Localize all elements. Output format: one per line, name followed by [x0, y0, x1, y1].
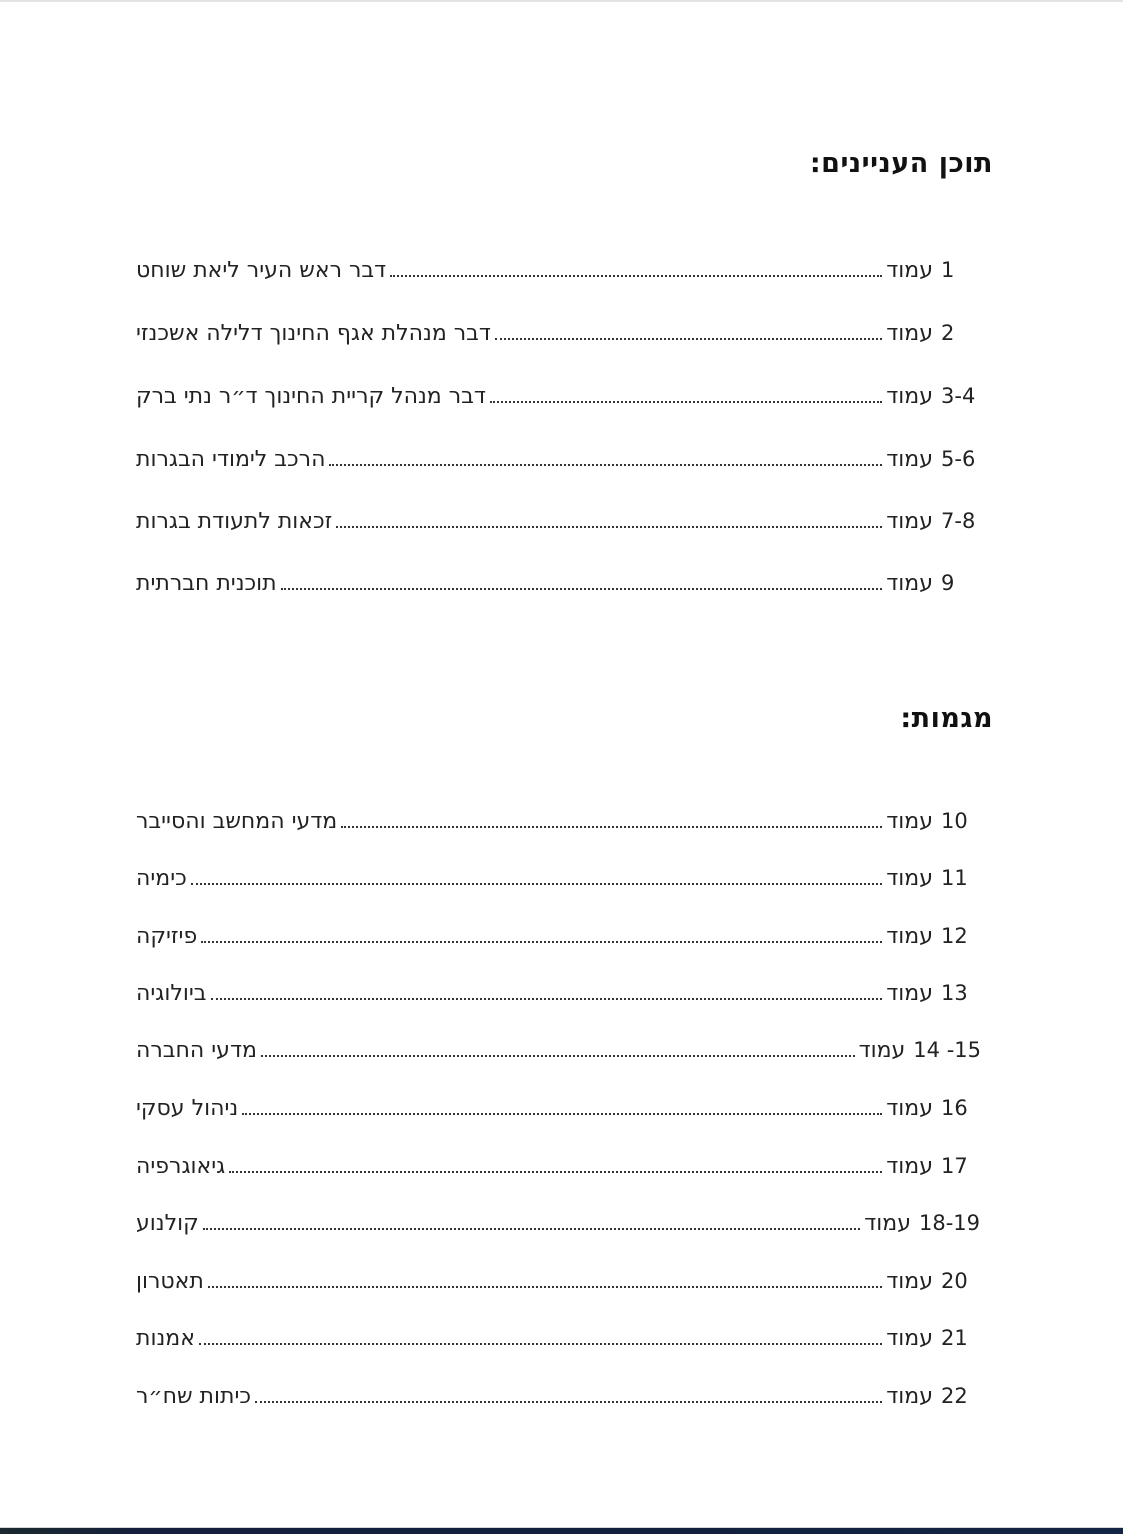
toc-entry-title: תוכנית חברתית: [136, 571, 277, 596]
page-label: עמוד: [858, 1038, 906, 1063]
dot-leader: [229, 1171, 882, 1173]
page-number: 13: [941, 981, 968, 1005]
dot-leader: [199, 1343, 882, 1345]
page-number: 14 -15: [913, 1038, 981, 1062]
page-label: עמוד: [886, 1326, 933, 1351]
major-entry-title: כימיה: [136, 866, 187, 891]
toc-entry-title: דבר מנהלת אגף החינוך דלילה אשכנזי: [136, 321, 491, 346]
page-number: 3-4: [941, 384, 976, 408]
page-label: עמוד: [886, 1096, 933, 1121]
page-label: עמוד: [886, 384, 933, 409]
toc-entry-title: זכאות לתעודת בגרות: [136, 509, 333, 534]
toc-entry-title: הרכב לימודי הבגרות: [136, 447, 326, 472]
major-entry-title: ביולוגיה: [136, 981, 207, 1006]
page-number: 11: [941, 866, 968, 890]
dot-leader: [211, 998, 883, 1000]
page-label: עמוד: [886, 1269, 933, 1294]
page-number: 17: [941, 1154, 968, 1178]
page-number: 21: [941, 1326, 968, 1350]
major-entry-title: תאטרון: [136, 1269, 204, 1294]
major-entry[interactable]: [130, 809, 993, 839]
major-entry-title: אמנות: [136, 1326, 195, 1351]
toc-entry[interactable]: [130, 509, 993, 539]
major-entry-title: כיתות שח״ר: [136, 1384, 252, 1409]
toc-entry[interactable]: [130, 321, 993, 351]
major-entry[interactable]: [130, 1211, 993, 1241]
toc-entry-title: דבר ראש העיר ליאת שוחט: [136, 258, 387, 283]
page-number: 2: [941, 321, 955, 345]
toc-entry-title: דבר מנהל קריית החינוך ד״ר נתי ברק: [136, 384, 486, 409]
dot-leader: [390, 275, 882, 277]
page-label: עמוד: [886, 1154, 933, 1179]
page-number: 5-6: [941, 447, 976, 471]
page-label: עמוד: [886, 866, 933, 891]
dot-leader: [329, 464, 882, 466]
major-entry-title: פיזיקה: [136, 924, 198, 949]
major-entry-title: מדעי המחשב והסייבר: [136, 809, 338, 834]
page-number: 20: [941, 1269, 968, 1293]
dot-leader: [255, 1401, 882, 1403]
major-entry[interactable]: [130, 1384, 993, 1414]
page-number: 22: [941, 1384, 968, 1408]
major-entry-title: קולנוע: [136, 1211, 199, 1236]
dot-leader: [203, 1228, 861, 1230]
major-entry[interactable]: [130, 866, 993, 896]
page-label: עמוד: [886, 258, 933, 283]
major-entry[interactable]: [130, 1096, 993, 1126]
dot-leader: [490, 401, 882, 403]
page-number: 10: [941, 809, 968, 833]
major-entry-title: גיאוגרפיה: [136, 1154, 226, 1179]
dot-leader: [261, 1055, 855, 1057]
toc-entry[interactable]: [130, 571, 993, 601]
dot-leader: [201, 941, 882, 943]
dot-leader: [341, 826, 882, 828]
major-entry[interactable]: [130, 1326, 993, 1356]
page-label: עמוד: [886, 809, 933, 834]
major-entry-title: ניהול עסקי: [136, 1096, 239, 1121]
major-entry[interactable]: [130, 1038, 993, 1068]
page-label: עמוד: [886, 447, 933, 472]
page-label: עמוד: [886, 924, 933, 949]
major-entry[interactable]: [130, 924, 993, 954]
dot-leader: [495, 338, 882, 340]
page-number: 18-19: [919, 1211, 981, 1235]
major-entry[interactable]: [130, 981, 993, 1011]
page-label: עמוד: [886, 1384, 933, 1409]
page-number: 1: [941, 258, 955, 282]
page-label: עמוד: [886, 321, 933, 346]
toc-entry[interactable]: [130, 258, 993, 288]
page-number: 16: [941, 1096, 968, 1120]
major-entry[interactable]: [130, 1269, 993, 1299]
page-label: עמוד: [886, 571, 933, 596]
dot-leader: [191, 883, 882, 885]
page-number: 12: [941, 924, 968, 948]
major-entry-title: מדעי החברה: [136, 1038, 257, 1063]
page-label: עמוד: [886, 981, 933, 1006]
dot-leader: [208, 1286, 882, 1288]
dot-leader: [281, 588, 883, 590]
major-entry[interactable]: [130, 1154, 993, 1184]
page-number: 9: [941, 571, 955, 595]
toc-entry[interactable]: [130, 384, 993, 414]
toc-entry[interactable]: [130, 447, 993, 477]
page-label: עמוד: [886, 509, 933, 534]
dot-leader: [336, 526, 882, 528]
dot-leader: [242, 1113, 882, 1115]
page-number: 7-8: [941, 509, 976, 533]
majors-heading: מגמות:: [900, 703, 993, 734]
toc-heading: תוכן העניינים:: [809, 148, 993, 179]
page-label: עמוד: [864, 1211, 911, 1236]
